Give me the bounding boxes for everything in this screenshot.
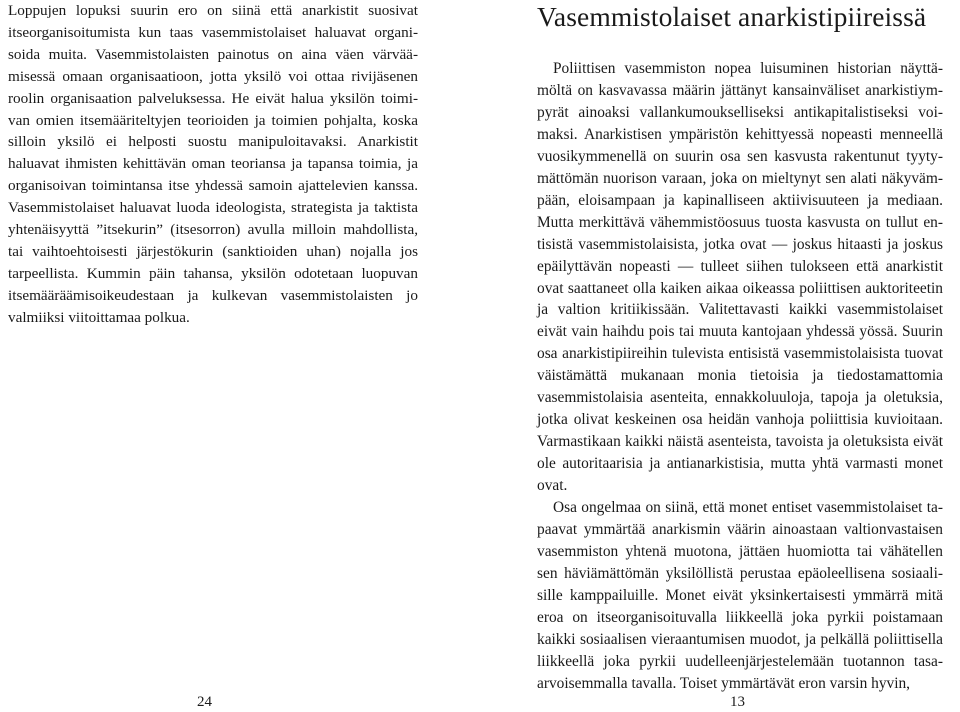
right-page	[490, 0, 960, 710]
left-page-paragraph: Loppujen lopuksi suurin ero on siinä että anarkistit suosivat itseorganisoitumista kun taas vasemmistolaiset haluavat organisoida muita. Vasemmistolaisten painotus on aina väen värväämisessä omaan organisaatioon, jotta yksilö voi ottaa rivijäsenen roolin organisaation palveluksessa. He eivät halua yksilön toimivan omien itsemääriteltyjen teorioiden ja toimien pohjalta, koska silloin yksilö ei helposti suostu manipuloitavaksi. Anarkistit haluavat ihmisten kehittävän oman teoriansa ja tapansa toimia, ja organisoivan toimintansa itse yhdessä samoin ajattelevien kanssa. Vasemmistolaiset haluavat luoda ideologista, strategista ja taktista yhtenäisyyttä ”itsekurin” (itsesorron) avulla milloin mahdollista, tai vaihtoehtoisesti järjestökurin (sanktioiden uhan) nojalla jos tarpeellista. Kummin päin tahansa, yksilön odotetaan luopuvan itsemääräämisoikeudestaan ja kulkevan vasemmistolaisten jo valmiiksi viitoittamaa polkua.	[8, 2, 418, 326]
chapter-title: Vasemmistolaiset anarkistipiireissä	[537, 1, 927, 32]
left-page-text-column	[8, 0, 418, 329]
left-page	[0, 0, 470, 710]
right-page-text-column	[537, 0, 943, 695]
right-page-paragraph-1: Poliittisen vasemmiston nopea luisuminen historian näyttämöltä on kasvavassa määrin jättänyt kansainväliset anarkistiympyrät ainoaksi vallankumoukselliseksi antikapitalistiseksi voimaksi. Anarkistisen ympäristön kehittyessä nopeasti menneellä vuosikymmenellä on suurin osa sen kasvusta rakentunut tyytymättömän nuorison varaan, joka on mieltynyt sen alati näkyvämpään, eloisampaan ja kapinalliseen aktiivisuuteen ja mediaan. Mutta merkittävä vähemmistöosuus tuosta kasvusta on tullut entisistä vasemmistolaisista, jotka ovat — joskus hitaasti ja joskus epäilyttävän nopeasti — tulleet siihen tulokseen että anarkistit ovat saattaneet olla kaiken aikaa oikeassa poliittisen auktoriteetin ja valtion kritiikissään. Valitettavasti kaikki vasemmistolaiset eivät vain haihdu pois tai muuta kantojaan yhdessä yössä. Suurin osa anarkistipiireihin tulevista entisistä vasemmistolaisista tuovat väistämättä mukanaan monia tietoisia ja tiedostamattomia vasemmistolaisia asenteita, ennakkoluuloja, tapoja ja oletuksia, jotka olivat keskeinen osa heidän vanhoja poliittisia kuvioitaan. Varmastikaan kaikki näistä asenteista, tavoista ja oletuksista eivät ole autoritaarisia ja antianarkistisia, mutta yhtä varmasti monet ovat.	[537, 60, 943, 495]
right-page-number: 13	[730, 694, 745, 710]
right-page-paragraph-2: Osa ongelmaa on siinä, että monet entiset vasemmistolaiset tapaavat ymmärtää anarkismin väärin ainoastaan valtionvastaisen vasemmiston yhtenä muotona, jättäen huomiotta tai vähätellen sen häviämättömän yksilöllistä perustaa epäoleellisena sosiaalisille kamppailuille. Monet eivät yksinkertaisesti ymmärrä mitä eroa on itseorganisoituvalla liikkeellä joka pyrkii poistamaan kaikki sosiaalisen vieraantumisen muodot, ja pelkällä poliittisella liikkeellä joka pyrkii uudelleenjärjestelemään tuotannon tasaarvoisemmalla tavalla. Toiset ymmärtävät eron varsin hyvin,	[537, 499, 943, 692]
right-page-body	[537, 58, 943, 695]
left-page-number: 24	[197, 694, 212, 710]
